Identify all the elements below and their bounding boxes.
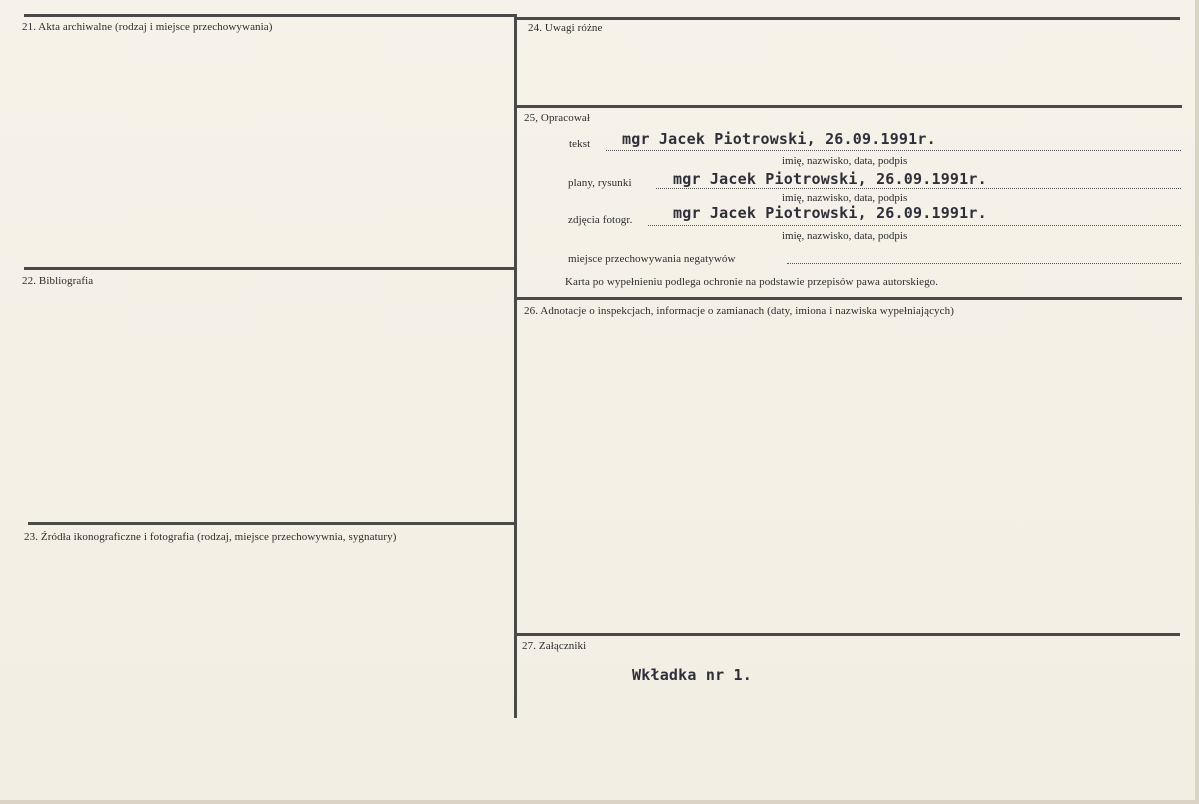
plany-value: mgr Jacek Piotrowski, 26.09.1991r. <box>673 170 987 188</box>
rule-23 <box>28 522 514 525</box>
zdjecia-value: mgr Jacek Piotrowski, 26.09.1991r. <box>673 204 987 222</box>
section-24-label: 24. Uwagi różne <box>528 22 603 34</box>
section-21-label: 21. Akta archiwalne (rodzaj i miejsce przechowywania) <box>22 21 273 33</box>
tekst-line <box>606 150 1181 151</box>
attachment-value: Wkładka nr 1. <box>632 666 752 684</box>
top-rule-left <box>24 14 516 17</box>
card-edge-bottom <box>0 800 1199 804</box>
tekst-caption: imię, nazwisko, data, podpis <box>782 155 908 167</box>
zdjecia-label: zdjęcia fotogr. <box>568 214 633 226</box>
negatywy-line <box>787 263 1181 264</box>
rule-27 <box>516 633 1180 636</box>
negatywy-label: miejsce przechowywania negatywów <box>568 253 736 265</box>
card-edge-right <box>1195 0 1199 804</box>
top-rule-right <box>516 17 1180 20</box>
rule-26 <box>516 297 1182 300</box>
section-26-label: 26. Adnotacje o inspekcjach, informacje o zamianach (daty, imiona i nazwiska wypełniających) <box>524 305 954 317</box>
rule-25 <box>516 105 1182 108</box>
plany-label: plany, rysunki <box>568 177 632 189</box>
section-22-label: 22. Bibliografia <box>22 275 94 287</box>
copyright-note: Karta po wypełnieniu podlega ochronie na podstawie przepisów pawa autorskiego. <box>565 276 939 288</box>
plany-caption: imię, nazwisko, data, podpis <box>782 192 908 204</box>
zdjecia-caption: imię, nazwisko, data, podpis <box>782 230 908 242</box>
section-27-label: 27. Załączniki <box>522 640 587 652</box>
tekst-label: tekst <box>569 138 591 150</box>
plany-line <box>656 188 1181 189</box>
section-23-label: 23. Źródła ikonograficzne i fotografia (rodzaj, miejsce przechowywnia, sygnatury) <box>24 531 397 543</box>
section-25-label: 25, Opracował <box>524 112 591 124</box>
zdjecia-line <box>648 225 1181 226</box>
rule-22 <box>24 267 514 270</box>
tekst-value: mgr Jacek Piotrowski, 26.09.1991r. <box>622 130 936 148</box>
center-divider <box>514 14 517 718</box>
